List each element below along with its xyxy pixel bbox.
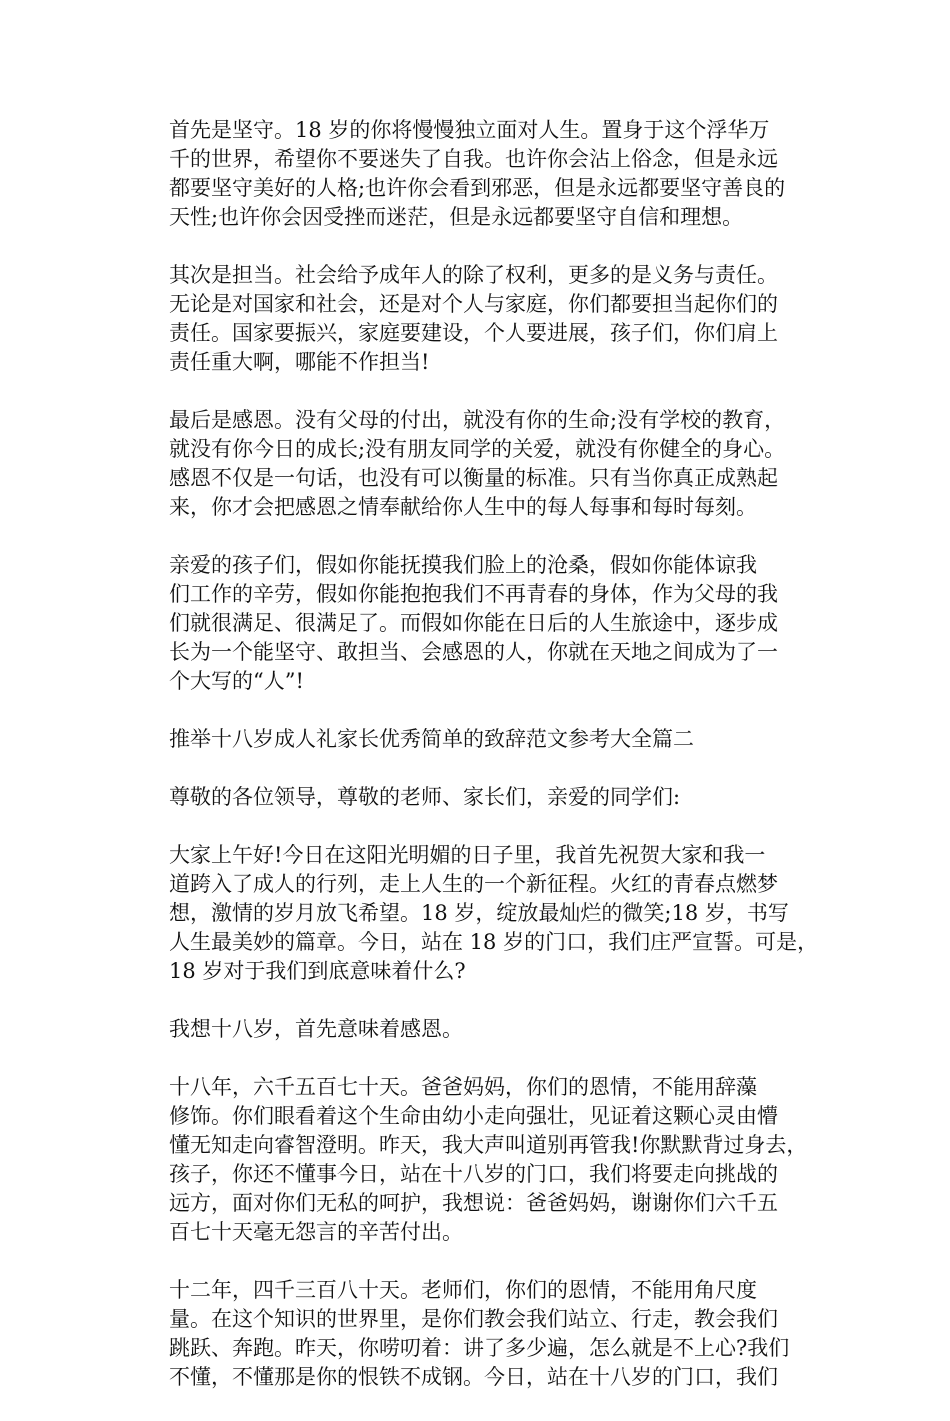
text-line: 远方，面对你们无私的呵护，我想说：爸爸妈妈，谢谢你们六千五 xyxy=(169,1191,778,1215)
text-line: 尊敬的各位领导，尊敬的老师、家长们，亲爱的同学们: xyxy=(169,785,681,809)
paragraph xyxy=(146,1073,836,1247)
paragraph xyxy=(146,406,836,522)
paragraph xyxy=(146,1276,836,1392)
text-line: 懂无知走向睿智澄明。昨天，我大声叫道别再管我!你默默背过身去， xyxy=(169,1133,808,1157)
text-line: 个大写的“人”! xyxy=(169,669,304,693)
text-line: 道跨入了成人的行列，走上人生的一个新征程。火红的青春点燃梦 xyxy=(169,872,778,896)
text-line: 孩子，你还不懂事今日，站在十八岁的门口，我们将要走向挑战的 xyxy=(169,1162,778,1186)
text-line: 18 岁对于我们到底意味着什么? xyxy=(169,959,466,983)
text-line: 千的世界，希望你不要迷失了自我。也许你会沾上俗念，但是永远 xyxy=(169,147,778,171)
text-line: 想，激情的岁月放飞希望。18 岁，绽放最灿烂的微笑;18 岁，书写 xyxy=(169,901,789,925)
text-line: 十二年，四千三百八十天。老师们，你们的恩情，不能用角尺度 xyxy=(169,1278,757,1302)
paragraph xyxy=(146,261,836,377)
text-line: 推举十八岁成人礼家长优秀简单的致辞范文参考大全篇二 xyxy=(169,727,694,751)
text-line: 最后是感恩。没有父母的付出，就没有你的生命;没有学校的教育， xyxy=(169,408,786,432)
document-body xyxy=(146,116,836,1421)
paragraph xyxy=(146,551,836,696)
text-line: 们就很满足、很满足了。而假如你能在日后的人生旅途中，逐步成 xyxy=(169,611,778,635)
text-line: 们工作的辛劳，假如你能抱抱我们不再青春的身体，作为父母的我 xyxy=(169,582,778,606)
text-line: 人生最美妙的篇章。今日，站在 18 岁的门口，我们庄严宣誓。可是， xyxy=(169,930,819,954)
paragraph xyxy=(146,1015,836,1044)
paragraph xyxy=(146,841,836,986)
paragraph xyxy=(146,725,836,754)
text-line: 感恩不仅是一句话，也没有可以衡量的标准。只有当你真正成熟起 xyxy=(169,466,778,490)
text-line: 无论是对国家和社会，还是对个人与家庭，你们都要担当起你们的 xyxy=(169,292,778,316)
text-line: 百七十天毫无怨言的辛苦付出。 xyxy=(169,1220,463,1244)
text-line: 修饰。你们眼看着这个生命由幼小走向强壮，见证着这颗心灵由懵 xyxy=(169,1104,778,1128)
text-line: 我想十八岁，首先意味着感恩。 xyxy=(169,1017,463,1041)
text-line: 都要坚守美好的人格;也许你会看到邪恶，但是永远都要坚守善良的 xyxy=(169,176,786,200)
paragraph xyxy=(146,116,836,232)
text-line: 天性;也许你会因受挫而迷茫，但是永远都要坚守自信和理想。 xyxy=(169,205,744,229)
text-line: 亲爱的孩子们，假如你能抚摸我们脸上的沧桑，假如你能体谅我 xyxy=(169,553,757,577)
text-line: 其次是担当。社会给予成年人的除了权利，更多的是义务与责任。 xyxy=(169,263,778,287)
text-line: 跳跃、奔跑。昨天，你唠叨着：讲了多少遍，怎么就是不上心?我们 xyxy=(169,1336,790,1360)
paragraph xyxy=(146,783,836,812)
text-line: 大家上午好!今日在这阳光明媚的日子里，我首先祝贺大家和我一 xyxy=(169,843,766,867)
text-line: 来，你才会把感恩之情奉献给你人生中的每人每事和每时每刻。 xyxy=(169,495,757,519)
text-line: 责任。国家要振兴，家庭要建设，个人要进展，孩子们，你们肩上 xyxy=(169,321,778,345)
text-line: 不懂，不懂那是你的恨铁不成钢。今日，站在十八岁的门口，我们 xyxy=(169,1365,778,1389)
text-line: 十八年，六千五百七十天。爸爸妈妈，你们的恩情，不能用辞藻 xyxy=(169,1075,757,1099)
text-line: 长为一个能坚守、敢担当、会感恩的人，你就在天地之间成为了一 xyxy=(169,640,778,664)
text-line: 量。在这个知识的世界里，是你们教会我们站立、行走，教会我们 xyxy=(169,1307,778,1331)
text-line: 就没有你今日的成长;没有朋友同学的关爱，就没有你健全的身心。 xyxy=(169,437,786,461)
text-line: 责任重大啊，哪能不作担当! xyxy=(169,350,430,374)
text-line: 首先是坚守。18 岁的你将慢慢独立面对人生。置身于这个浮华万 xyxy=(169,118,770,142)
